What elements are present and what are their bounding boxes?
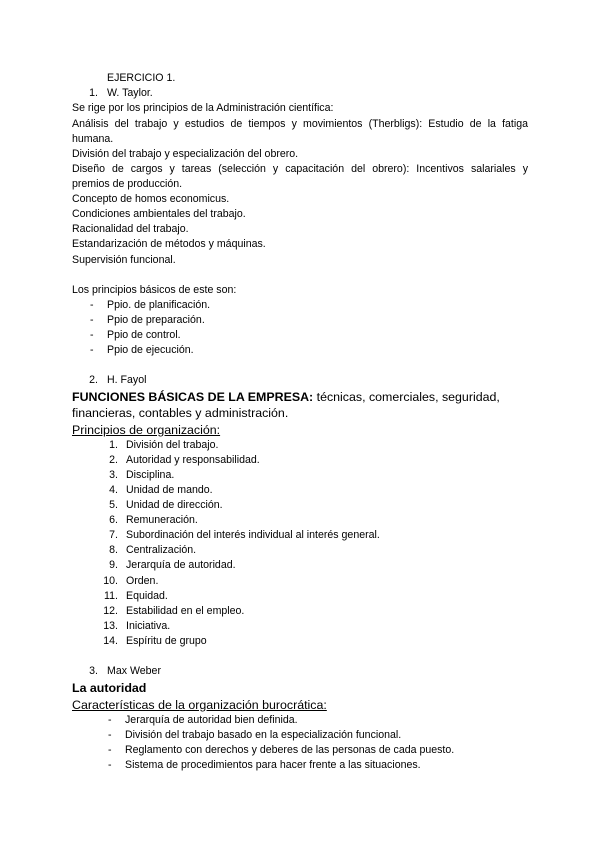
list-item: Espíritu de grupo xyxy=(126,635,207,647)
weber-subheading: La autoridad xyxy=(72,681,147,695)
list-number: 9. xyxy=(109,559,118,571)
list-number: 13. xyxy=(103,620,118,632)
bullet-dash: - xyxy=(108,729,112,741)
taylor-conditions: Condiciones ambientales del trabajo. xyxy=(72,208,246,220)
list-item: División del trabajo. xyxy=(126,439,219,451)
list-number: 2. xyxy=(109,454,118,466)
taylor-analysis-line: Análisis del trabajo y estudios de tiempos y movimientos (Therbligs): Estudio de la fatiga xyxy=(72,118,528,130)
fayol-functions xyxy=(72,389,500,405)
bullet-dash: - xyxy=(108,744,112,756)
list-number: 14. xyxy=(103,635,118,647)
taylor-standardization: Estandarización de métodos y máquinas. xyxy=(72,238,266,250)
bullet-dash: - xyxy=(108,759,112,771)
list-number: 10. xyxy=(103,575,118,587)
list-item: Orden. xyxy=(126,575,159,587)
list-number: 11. xyxy=(104,590,118,602)
section-number: 2. xyxy=(89,374,98,386)
taylor-analysis-line: humana. xyxy=(72,133,114,145)
list-number: 6. xyxy=(109,514,118,526)
list-number: 1. xyxy=(109,439,118,451)
section-heading-taylor: W. Taylor. xyxy=(107,87,153,99)
section-heading-weber: Max Weber xyxy=(107,665,161,677)
list-number: 12. xyxy=(103,605,118,617)
list-item: Jerarquía de autoridad. xyxy=(126,559,236,571)
list-number: 4. xyxy=(109,484,118,496)
list-item: Iniciativa. xyxy=(126,620,171,632)
list-item: Autoridad y responsabilidad. xyxy=(126,454,260,466)
taylor-design-line: premios de producción. xyxy=(72,178,183,190)
list-number: 7. xyxy=(109,529,118,541)
bullet-dash: - xyxy=(108,714,112,726)
list-number: 5. xyxy=(109,499,118,511)
list-item: Ppio. de planificación. xyxy=(107,299,211,311)
list-item: Ppio de preparación. xyxy=(107,314,205,326)
taylor-basics-intro: Los principios básicos de este son: xyxy=(72,284,237,296)
weber-characteristics-heading: Características de la organización burocrática: xyxy=(72,698,327,712)
list-number: 3. xyxy=(109,469,118,481)
list-item: Disciplina. xyxy=(126,469,175,481)
taylor-rationality: Racionalidad del trabajo. xyxy=(72,223,189,235)
section-number: 1. xyxy=(89,87,98,99)
taylor-homo: Concepto de homos economicus. xyxy=(72,193,230,205)
list-item: Ppio de ejecución. xyxy=(107,344,194,356)
taylor-division: División del trabajo y especialización del obrero. xyxy=(72,148,299,160)
list-item: Equidad. xyxy=(126,590,168,602)
bullet-dash: - xyxy=(90,344,94,356)
bullet-dash: - xyxy=(90,314,94,326)
exercise-title: EJERCICIO 1. xyxy=(107,72,176,84)
list-item: Reglamento con derechos y deberes de las personas de cada puesto. xyxy=(125,744,455,756)
list-item: Estabilidad en el empleo. xyxy=(126,605,245,617)
section-number: 3. xyxy=(89,665,98,677)
bullet-dash: - xyxy=(90,329,94,341)
taylor-supervision: Supervisión funcional. xyxy=(72,254,176,266)
bullet-dash: - xyxy=(90,299,94,311)
list-item: Sistema de procedimientos para hacer frente a las situaciones. xyxy=(125,759,421,771)
fayol-functions-text: técnicas, comerciales, seguridad, xyxy=(313,390,500,404)
list-item: Unidad de dirección. xyxy=(126,499,223,511)
list-item: Jerarquía de autoridad bien definida. xyxy=(125,714,298,726)
list-item: Unidad de mando. xyxy=(126,484,213,496)
section-heading-fayol: H. Fayol xyxy=(107,374,147,386)
list-item: Ppio de control. xyxy=(107,329,181,341)
fayol-functions-label: FUNCIONES BÁSICAS DE LA EMPRESA: xyxy=(72,390,314,404)
taylor-intro: Se rige por los principios de la Administración científica: xyxy=(72,102,334,114)
list-item: División del trabajo basado en la especialización funcional. xyxy=(125,729,402,741)
list-item: Subordinación del interés individual al interés general. xyxy=(126,529,380,541)
fayol-principles-heading: Principios de organización: xyxy=(72,423,221,437)
list-number: 8. xyxy=(109,544,118,556)
taylor-design-line: Diseño de cargos y tareas (selección y capacitación del obrero): Incentivos salariales y xyxy=(72,163,528,175)
list-item: Remuneración. xyxy=(126,514,198,526)
list-item: Centralización. xyxy=(126,544,197,556)
fayol-functions-text: financieras, contables y administración. xyxy=(72,406,289,420)
